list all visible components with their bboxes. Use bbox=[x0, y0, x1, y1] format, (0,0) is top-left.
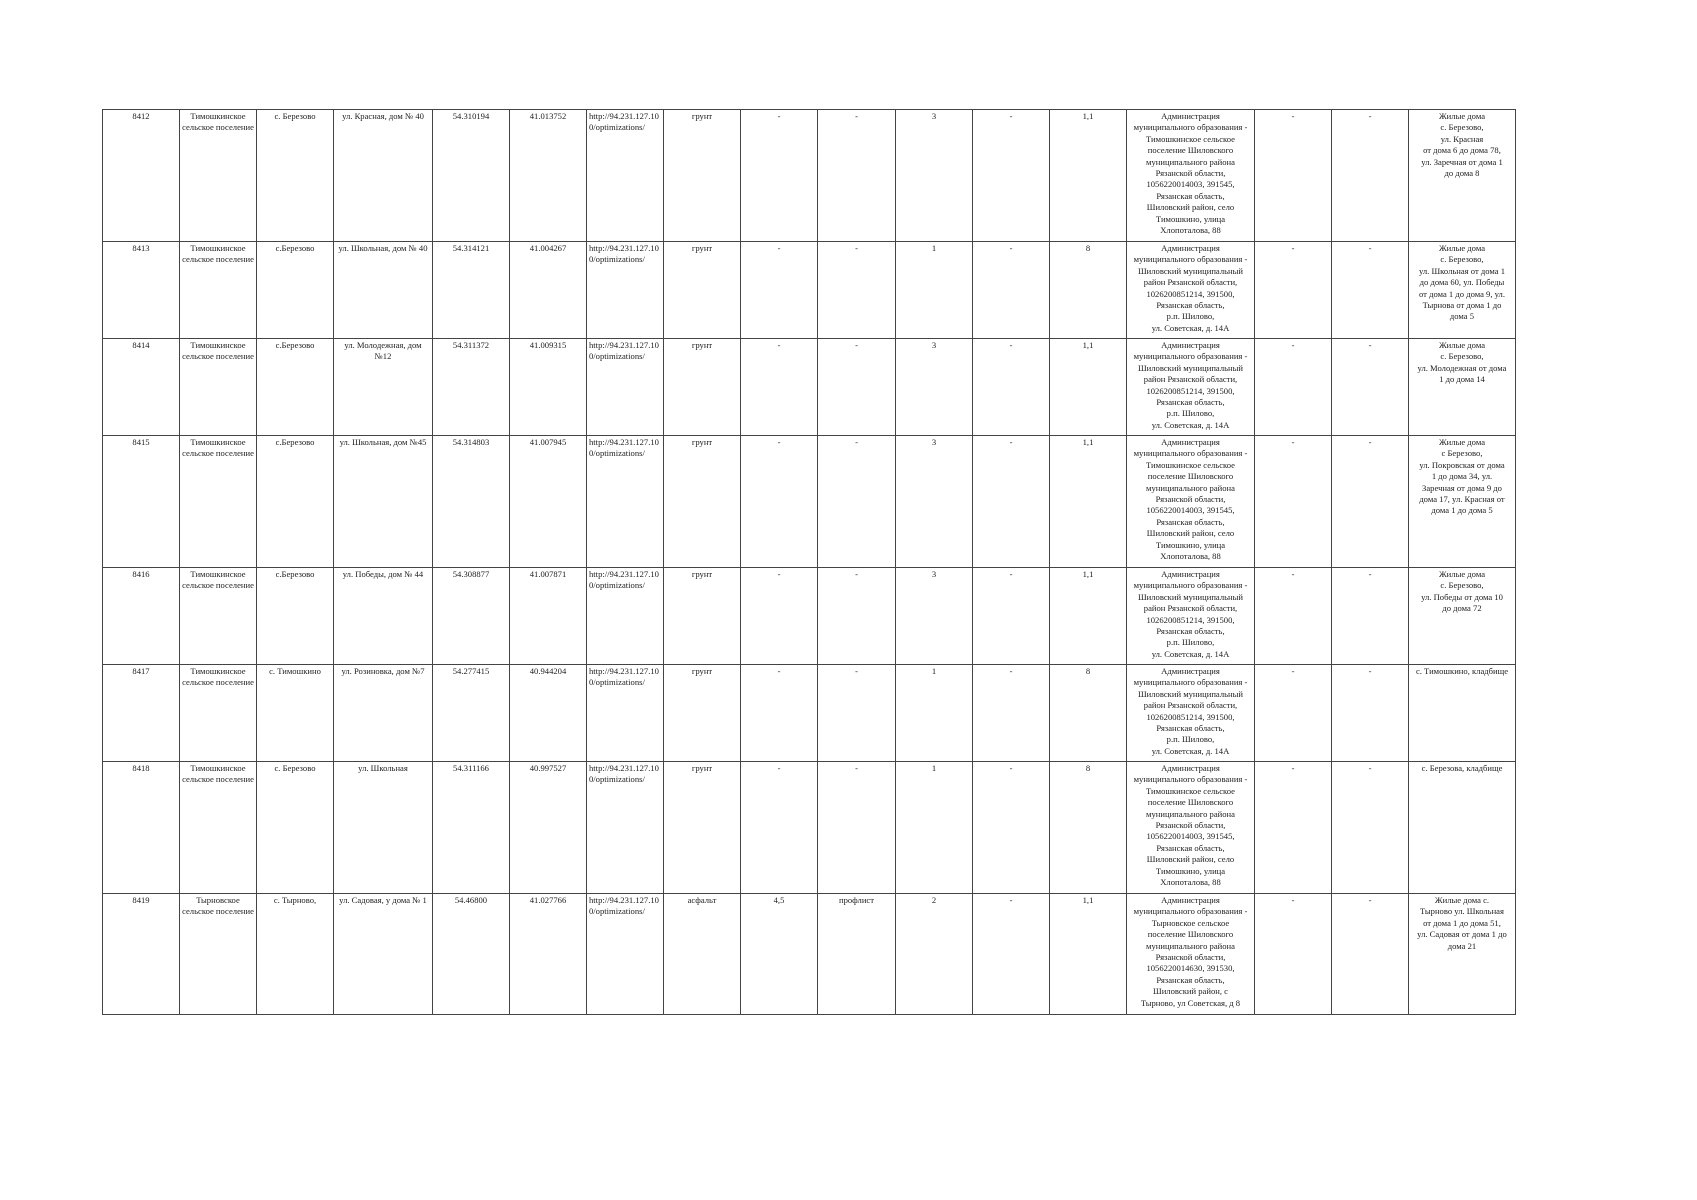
cell-line: Хлопоталова, 88 bbox=[1160, 877, 1221, 888]
containers-cell: 1 bbox=[896, 762, 973, 894]
fence-cell: - bbox=[818, 568, 896, 665]
surface-cell: грунт bbox=[664, 110, 741, 242]
table-row bbox=[103, 110, 1516, 242]
table-body bbox=[103, 110, 1516, 1015]
cell-line: поселение Шиловского bbox=[1147, 797, 1234, 808]
cell-line: 1 до дома 14 bbox=[1439, 374, 1485, 385]
url-cell bbox=[587, 762, 664, 894]
longitude-cell: 41.004267 bbox=[510, 242, 587, 339]
cell-line: 1056220014003, 391545, bbox=[1146, 179, 1235, 190]
latitude-cell: 54.311372 bbox=[433, 339, 510, 436]
table-row bbox=[103, 762, 1516, 894]
cell-line: ул. Школьная от дома 1 bbox=[1418, 265, 1506, 276]
settlement-cell: Тимошкинское сельское поселение bbox=[180, 110, 257, 242]
url-text: http://94.231.127.100/optimizations/ bbox=[589, 569, 659, 591]
bulky-containers-cell: - bbox=[1255, 110, 1332, 242]
owner-cell bbox=[1127, 339, 1255, 436]
cell-line: Рязанская область, bbox=[1156, 516, 1225, 527]
url-text: http://94.231.127.100/optimizations/ bbox=[589, 666, 659, 688]
area-cell: - bbox=[741, 762, 818, 894]
bulky-planned-cell: - bbox=[1332, 436, 1409, 568]
containers-cell: 1 bbox=[896, 665, 973, 762]
fence-cell: - bbox=[818, 242, 896, 339]
cell-line: Тырново ул. Школьная bbox=[1420, 906, 1504, 917]
cell-line: р.п. Шилово, bbox=[1166, 408, 1215, 419]
longitude-cell: 41.009315 bbox=[510, 339, 587, 436]
row-id-cell: 8417 bbox=[103, 665, 180, 762]
planned-containers-cell: - bbox=[973, 110, 1050, 242]
area-cell: 4,5 bbox=[741, 894, 818, 1015]
volume-cell: 1,1 bbox=[1050, 568, 1127, 665]
cell-line: от дома 1 до дома 51, bbox=[1423, 917, 1501, 928]
cell-line: Шиловский муниципальный bbox=[1138, 362, 1243, 373]
cell-line: Рязанская область, bbox=[1156, 974, 1225, 985]
cell-line: ул. Победы от дома 10 bbox=[1421, 591, 1503, 602]
planned-containers-cell: - bbox=[973, 665, 1050, 762]
bulky-planned-cell: - bbox=[1332, 568, 1409, 665]
settlement-cell: Тимошкинское сельское поселение bbox=[180, 665, 257, 762]
owner-cell bbox=[1127, 242, 1255, 339]
cell-line: Шиловский район, с bbox=[1153, 986, 1228, 997]
locality-cell: с. Березово bbox=[257, 110, 334, 242]
cell-line: муниципального образования - bbox=[1133, 677, 1248, 688]
url-cell bbox=[587, 568, 664, 665]
longitude-cell: 41.007871 bbox=[510, 568, 587, 665]
settlement-cell: Тимошкинское сельское поселение bbox=[180, 339, 257, 436]
settlement-cell: Тырновское сельское поселение bbox=[180, 894, 257, 1015]
cell-line: Администрация bbox=[1161, 437, 1220, 447]
cell-line: Рязанской области, bbox=[1155, 952, 1226, 963]
cell-line: Администрация bbox=[1161, 340, 1220, 350]
row-id-cell: 8416 bbox=[103, 568, 180, 665]
owner-cell bbox=[1127, 762, 1255, 894]
cell-line: с. Тимошкино, кладбище bbox=[1415, 666, 1509, 676]
settlement-cell: Тимошкинское сельское поселение bbox=[180, 568, 257, 665]
row-id-cell: 8414 bbox=[103, 339, 180, 436]
cell-line: ул. Садовая от дома 1 до bbox=[1417, 929, 1507, 940]
cell-line: от дома 6 до дома 78, bbox=[1423, 145, 1501, 156]
cell-line: с. Березово, bbox=[1440, 351, 1484, 362]
cell-line: Тырнова от дома 1 до bbox=[1422, 300, 1502, 311]
cell-line: Рязанская область, bbox=[1156, 842, 1225, 853]
locality-cell: с.Березово bbox=[257, 242, 334, 339]
cell-line: муниципального образования - bbox=[1133, 448, 1248, 459]
cell-line: Администрация bbox=[1161, 111, 1220, 121]
settlement-cell: Тимошкинское сельское поселение bbox=[180, 242, 257, 339]
planned-containers-cell: - bbox=[973, 762, 1050, 894]
address-cell: ул. Школьная bbox=[334, 762, 433, 894]
waste-sources-cell bbox=[1409, 568, 1516, 665]
longitude-cell: 40.944204 bbox=[510, 665, 587, 762]
cell-line: поселение Шиловского bbox=[1147, 145, 1234, 156]
latitude-cell: 54.46800 bbox=[433, 894, 510, 1015]
bulky-containers-cell: - bbox=[1255, 894, 1332, 1015]
cell-line: Рязанская область, bbox=[1156, 300, 1225, 311]
planned-containers-cell: - bbox=[973, 568, 1050, 665]
cell-line: с. Березово, bbox=[1440, 122, 1484, 133]
bulky-containers-cell: - bbox=[1255, 242, 1332, 339]
owner-cell bbox=[1127, 665, 1255, 762]
volume-cell: 1,1 bbox=[1050, 339, 1127, 436]
containers-cell: 3 bbox=[896, 339, 973, 436]
surface-cell: грунт bbox=[664, 436, 741, 568]
url-text: http://94.231.127.100/optimizations/ bbox=[589, 243, 659, 265]
containers-cell: 3 bbox=[896, 110, 973, 242]
owner-cell bbox=[1127, 436, 1255, 568]
cell-line: дома 5 bbox=[1449, 311, 1475, 322]
cell-line: ул. Советская, д. 14А bbox=[1151, 419, 1230, 430]
cell-line: Жилые дома с. bbox=[1434, 895, 1490, 905]
waste-sources-cell bbox=[1409, 436, 1516, 568]
cell-line: Тимошкинское сельское bbox=[1146, 133, 1235, 144]
cell-line: Администрация bbox=[1161, 243, 1220, 253]
cell-line: ул. Советская, д. 14А bbox=[1151, 745, 1230, 756]
cell-line: муниципального района bbox=[1146, 808, 1235, 819]
latitude-cell: 54.310194 bbox=[433, 110, 510, 242]
cell-line: дома 21 bbox=[1447, 940, 1477, 951]
cell-line: до дома 60, ул. Победы bbox=[1419, 277, 1505, 288]
address-cell: ул. Садовая, у дома № 1 bbox=[334, 894, 433, 1015]
row-id-cell: 8418 bbox=[103, 762, 180, 894]
cell-line: муниципального района bbox=[1146, 156, 1235, 167]
cell-line: муниципального образования - bbox=[1133, 580, 1248, 591]
cell-line: Тимошкино, улица bbox=[1155, 865, 1226, 876]
cell-line: ул. Советская, д. 14А bbox=[1151, 648, 1230, 659]
cell-line: Шиловский муниципальный bbox=[1138, 591, 1243, 602]
latitude-cell: 54.314803 bbox=[433, 436, 510, 568]
cell-line: Администрация bbox=[1161, 895, 1220, 905]
cell-line: Тырново, ул Советская, д 8 bbox=[1140, 997, 1241, 1008]
url-cell bbox=[587, 339, 664, 436]
containers-cell: 2 bbox=[896, 894, 973, 1015]
containers-cell: 3 bbox=[896, 568, 973, 665]
cell-line: 1026200851214, 391500, bbox=[1146, 614, 1235, 625]
fence-cell: - bbox=[818, 339, 896, 436]
latitude-cell: 54.314121 bbox=[433, 242, 510, 339]
latitude-cell: 54.277415 bbox=[433, 665, 510, 762]
cell-line: до дома 72 bbox=[1442, 603, 1482, 614]
cell-line: 1026200851214, 391500, bbox=[1146, 288, 1235, 299]
cell-line: Заречная от дома 9 до bbox=[1422, 482, 1502, 493]
waste-sources-cell bbox=[1409, 242, 1516, 339]
cell-line: дома 17, ул. Красная от bbox=[1419, 494, 1505, 505]
waste-sources-cell bbox=[1409, 894, 1516, 1015]
cell-line: 1026200851214, 391500, bbox=[1146, 711, 1235, 722]
locality-cell: с. Тырново, bbox=[257, 894, 334, 1015]
cell-line: Шиловский район, село bbox=[1146, 854, 1235, 865]
cell-line: Тимошкинское сельское bbox=[1146, 785, 1235, 796]
cell-line: Жилые дома bbox=[1438, 340, 1486, 350]
cell-line: муниципального образования - bbox=[1133, 906, 1248, 917]
fence-cell: - bbox=[818, 762, 896, 894]
url-text: http://94.231.127.100/optimizations/ bbox=[589, 111, 659, 133]
table-row bbox=[103, 665, 1516, 762]
planned-containers-cell: - bbox=[973, 339, 1050, 436]
cell-line: муниципального образования - bbox=[1133, 122, 1248, 133]
cell-line: Хлопоталова, 88 bbox=[1160, 225, 1221, 236]
table-row bbox=[103, 568, 1516, 665]
cell-line: р.п. Шилово, bbox=[1166, 637, 1215, 648]
table-row bbox=[103, 339, 1516, 436]
cell-line: Тимошкино, улица bbox=[1155, 213, 1226, 224]
url-text: http://94.231.127.100/optimizations/ bbox=[589, 437, 659, 459]
fence-cell: - bbox=[818, 110, 896, 242]
cell-line: Жилые дома bbox=[1438, 569, 1486, 579]
cell-line: поселение Шиловского bbox=[1147, 929, 1234, 940]
cell-line: Жилые дома bbox=[1438, 243, 1486, 253]
area-cell: - bbox=[741, 242, 818, 339]
planned-containers-cell: - bbox=[973, 242, 1050, 339]
row-id-cell: 8412 bbox=[103, 110, 180, 242]
cell-line: Рязанская область, bbox=[1156, 626, 1225, 637]
bulky-planned-cell: - bbox=[1332, 894, 1409, 1015]
cell-line: Администрация bbox=[1161, 666, 1220, 676]
planned-containers-cell: - bbox=[973, 436, 1050, 568]
waste-sources-cell bbox=[1409, 665, 1516, 762]
surface-cell: грунт bbox=[664, 568, 741, 665]
waste-sources-cell bbox=[1409, 339, 1516, 436]
bulky-planned-cell: - bbox=[1332, 242, 1409, 339]
fence-cell: - bbox=[818, 665, 896, 762]
owner-cell bbox=[1127, 110, 1255, 242]
cell-line: муниципального района bbox=[1146, 940, 1235, 951]
cell-line: Рязанская область, bbox=[1156, 397, 1225, 408]
locality-cell: с.Березово bbox=[257, 436, 334, 568]
url-cell bbox=[587, 110, 664, 242]
volume-cell: 8 bbox=[1050, 665, 1127, 762]
cell-line: 1056220014003, 391545, bbox=[1146, 505, 1235, 516]
url-cell bbox=[587, 242, 664, 339]
cell-line: Жилые дома bbox=[1438, 437, 1486, 447]
address-cell: ул. Молодежная, дом №12 bbox=[334, 339, 433, 436]
surface-cell: грунт bbox=[664, 762, 741, 894]
cell-line: район Рязанской области, bbox=[1143, 374, 1238, 385]
surface-cell: грунт bbox=[664, 665, 741, 762]
cell-line: Жилые дома bbox=[1438, 111, 1486, 121]
cell-line: Администрация bbox=[1161, 569, 1220, 579]
area-cell: - bbox=[741, 339, 818, 436]
waste-sources-cell bbox=[1409, 762, 1516, 894]
cell-line: муниципального образования - bbox=[1133, 254, 1248, 265]
table-row bbox=[103, 242, 1516, 339]
cell-line: Шиловский муниципальный bbox=[1138, 688, 1243, 699]
cell-line: поселение Шиловского bbox=[1147, 471, 1234, 482]
address-cell: ул. Школьная, дом №45 bbox=[334, 436, 433, 568]
bulky-containers-cell: - bbox=[1255, 665, 1332, 762]
cell-line: район Рязанской области, bbox=[1143, 603, 1238, 614]
locality-cell: с. Тимошкино bbox=[257, 665, 334, 762]
latitude-cell: 54.308877 bbox=[433, 568, 510, 665]
url-text: http://94.231.127.100/optimizations/ bbox=[589, 895, 659, 917]
cell-line: 1026200851214, 391500, bbox=[1146, 385, 1235, 396]
address-cell: ул. Розиновка, дом №7 bbox=[334, 665, 433, 762]
table-row bbox=[103, 894, 1516, 1015]
cell-line: Шиловский район, село bbox=[1146, 202, 1235, 213]
volume-cell: 1,1 bbox=[1050, 894, 1127, 1015]
cell-line: Рязанской области, bbox=[1155, 820, 1226, 831]
cell-line: Шиловский район, село bbox=[1146, 528, 1235, 539]
cell-line: ул. Покровская от дома bbox=[1419, 459, 1505, 470]
cell-line: Администрация bbox=[1161, 763, 1220, 773]
volume-cell: 1,1 bbox=[1050, 436, 1127, 568]
cell-line: ул. Советская, д. 14А bbox=[1151, 322, 1230, 333]
address-cell: ул. Красная, дом № 40 bbox=[334, 110, 433, 242]
cell-line: Рязанской области, bbox=[1155, 494, 1226, 505]
url-text: http://94.231.127.100/optimizations/ bbox=[589, 340, 659, 362]
area-cell: - bbox=[741, 436, 818, 568]
bulky-containers-cell: - bbox=[1255, 339, 1332, 436]
cell-line: дома 1 до дома 5 bbox=[1431, 505, 1493, 516]
cell-line: 1056220014630, 391530, bbox=[1146, 963, 1235, 974]
cell-line: 1056220014003, 391545, bbox=[1146, 831, 1235, 842]
bulky-containers-cell: - bbox=[1255, 436, 1332, 568]
url-text: http://94.231.127.100/optimizations/ bbox=[589, 763, 659, 785]
longitude-cell: 41.007945 bbox=[510, 436, 587, 568]
area-cell: - bbox=[741, 665, 818, 762]
cell-line: р.п. Шилово, bbox=[1166, 734, 1215, 745]
containers-cell: 1 bbox=[896, 242, 973, 339]
cell-line: Хлопоталова, 88 bbox=[1160, 551, 1221, 562]
settlement-cell: Тимошкинское сельское поселение bbox=[180, 762, 257, 894]
surface-cell: асфальт bbox=[664, 894, 741, 1015]
bulky-planned-cell: - bbox=[1332, 110, 1409, 242]
bulky-containers-cell: - bbox=[1255, 762, 1332, 894]
bulky-containers-cell: - bbox=[1255, 568, 1332, 665]
planned-containers-cell: - bbox=[973, 894, 1050, 1015]
bulky-planned-cell: - bbox=[1332, 665, 1409, 762]
cell-line: р.п. Шилово, bbox=[1166, 311, 1215, 322]
cell-line: муниципального образования - bbox=[1133, 351, 1248, 362]
volume-cell: 8 bbox=[1050, 242, 1127, 339]
locality-cell: с. Березово bbox=[257, 762, 334, 894]
latitude-cell: 54.311166 bbox=[433, 762, 510, 894]
url-cell bbox=[587, 894, 664, 1015]
cell-line: Рязанская область, bbox=[1156, 723, 1225, 734]
table-row bbox=[103, 436, 1516, 568]
cell-line: Рязанская область, bbox=[1156, 190, 1225, 201]
bulky-planned-cell: - bbox=[1332, 762, 1409, 894]
longitude-cell: 40.997527 bbox=[510, 762, 587, 894]
area-cell: - bbox=[741, 568, 818, 665]
area-cell: - bbox=[741, 110, 818, 242]
cell-line: Тимошкинское сельское bbox=[1146, 459, 1235, 470]
cell-line: Тырновское сельское bbox=[1151, 917, 1230, 928]
url-cell bbox=[587, 665, 664, 762]
cell-line: район Рязанской области, bbox=[1143, 277, 1238, 288]
cell-line: с. Березово, bbox=[1440, 254, 1484, 265]
volume-cell: 1,1 bbox=[1050, 110, 1127, 242]
volume-cell: 8 bbox=[1050, 762, 1127, 894]
settlement-cell: Тимошкинское сельское поселение bbox=[180, 436, 257, 568]
cell-line: Тимошкино, улица bbox=[1155, 539, 1226, 550]
bulky-planned-cell: - bbox=[1332, 339, 1409, 436]
cell-line: муниципального района bbox=[1146, 482, 1235, 493]
cell-line: район Рязанской области, bbox=[1143, 700, 1238, 711]
cell-line: Шиловский муниципальный bbox=[1138, 265, 1243, 276]
waste-sources-cell bbox=[1409, 110, 1516, 242]
longitude-cell: 41.027766 bbox=[510, 894, 587, 1015]
cell-line: ул. Молодежная от дома bbox=[1417, 362, 1507, 373]
surface-cell: грунт bbox=[664, 242, 741, 339]
cell-line: с. Березово, bbox=[1440, 580, 1484, 591]
row-id-cell: 8419 bbox=[103, 894, 180, 1015]
cell-line: муниципального образования - bbox=[1133, 774, 1248, 785]
fence-cell: - bbox=[818, 436, 896, 568]
longitude-cell: 41.013752 bbox=[510, 110, 587, 242]
cell-line: ул. Красная bbox=[1440, 133, 1484, 144]
surface-cell: грунт bbox=[664, 339, 741, 436]
cell-line: Рязанской области, bbox=[1155, 168, 1226, 179]
cell-line: с. Березова, кладбище bbox=[1421, 763, 1503, 773]
locality-cell: с.Березово bbox=[257, 339, 334, 436]
address-cell: ул. Победы, дом № 44 bbox=[334, 568, 433, 665]
owner-cell bbox=[1127, 568, 1255, 665]
sites-table bbox=[102, 109, 1516, 1015]
containers-cell: 3 bbox=[896, 436, 973, 568]
cell-line: с Березово, bbox=[1441, 448, 1483, 459]
address-cell: ул. Школьная, дом № 40 bbox=[334, 242, 433, 339]
cell-line: до дома 8 bbox=[1444, 168, 1480, 179]
cell-line: ул. Заречная от дома 1 bbox=[1421, 156, 1503, 167]
locality-cell: с.Березово bbox=[257, 568, 334, 665]
cell-line: 1 до дома 34, ул. bbox=[1431, 471, 1493, 482]
row-id-cell: 8415 bbox=[103, 436, 180, 568]
cell-line: от дома 1 до дома 9, ул. bbox=[1419, 288, 1505, 299]
fence-cell: профлист bbox=[818, 894, 896, 1015]
url-cell bbox=[587, 436, 664, 568]
owner-cell bbox=[1127, 894, 1255, 1015]
row-id-cell: 8413 bbox=[103, 242, 180, 339]
